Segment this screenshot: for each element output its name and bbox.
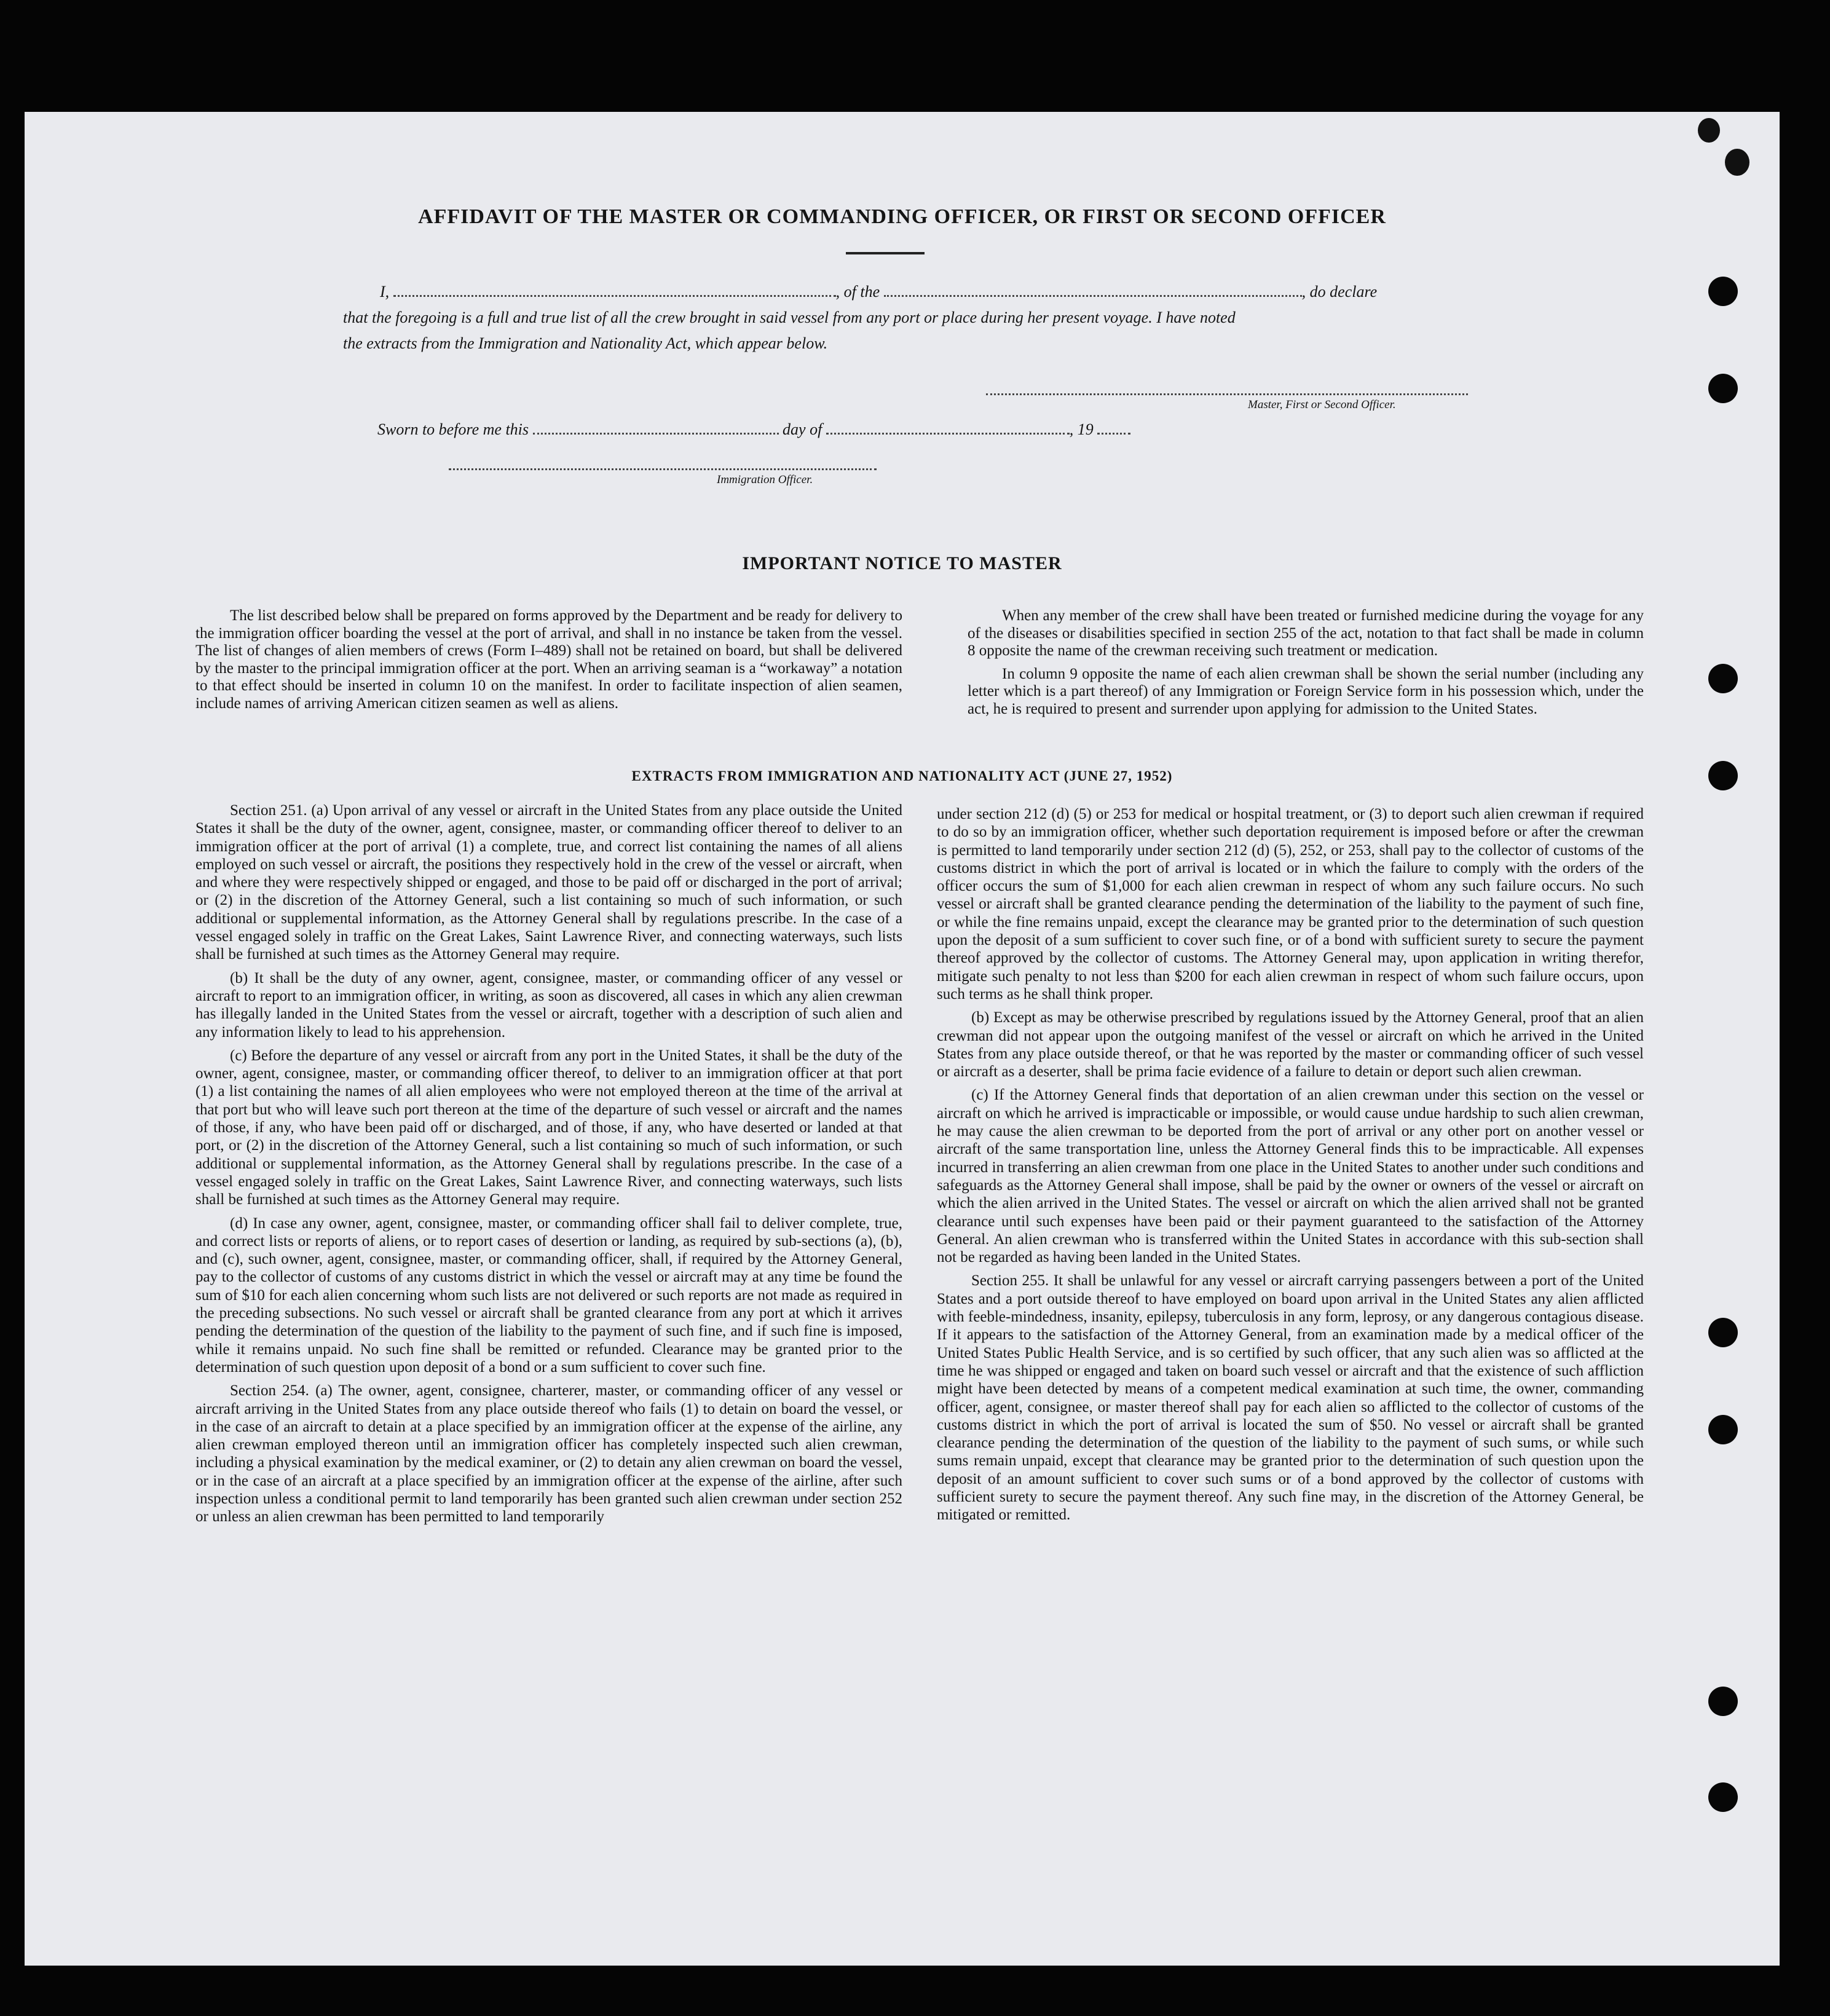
notice-right-paragraph-1: When any member of the crew shall have been treated or furnished medicine during the voyage for any of the diseases or disabilities specified in section 255 of the act, notation to that fact shall be made in column 8 opposite the name of the crewman receiving such treatment or medication.	[968, 607, 1644, 659]
section-251-b: (b) It shall be the duty of any owner, agent, consignee, master, or commanding officer of any vessel or aircraft to report to an immigration officer, in writing, as soon as discovered, all cases in which any alien crewman has illegally landed in the United States from the vessel or aircraft, together with a description of such alien and any information likely to lead to his apprehension.	[195, 969, 902, 1041]
sworn-month-blank[interactable]	[826, 427, 1070, 435]
section-255: Section 255. It shall be unlawful for any vessel or aircraft carrying passengers between a port of the United States and a port outside thereof to have employed on board upon arrival in the United States any alien afflicted with feeble-mindedness, insanity, epilepsy, tuberculosis in any form, leprosy, or any dangerous contagious disease. If it appears to the satisfaction of the Attorney General, from an examination made by a medical officer of the United States Public Health Service, and is so certified by such officer, that any such alien was so afflicted at the time he was shipped or engaged and taken on board such vessel or aircraft and that the existence of such affliction might have been detected by means of a competent medical examination at such time, the owner, commanding officer, agent, consignee, or master thereof shall pay for each alien so afflicted to the collector of customs of the customs district in which the port of arrival is located the sum of $50. No vessel or aircraft shall be granted clearance pending the determination of the question of the liability to the payment of such sums, or while such sums remain unpaid, except that clearance may be granted prior to the determination of such question upon the deposit of an amount sufficient to cover such sums or of a bond approved by the collector of customs with sufficient surety to secure the payment thereof. Any such fine may, in the discretion of the Attorney General, be mitigated or remitted.	[937, 1272, 1644, 1524]
sworn-year-blank[interactable]	[1097, 427, 1130, 435]
binder-hole	[1708, 1782, 1738, 1812]
section-251-a: Section 251. (a) Upon arrival of any vessel or aircraft in the United States from any place outside the United States it shall be the duty of the owner, agent, consignee, master, or commanding officer thereof to deliver to an immigration officer at the port of arrival (1) a complete, true, and correct list containing the names of all aliens employed on such vessel or aircraft, the positions they respectively hold in the crew of the vessel or aircraft, when and where they were respectively shipped or engaged, and those to be paid off or discharged in the port of arrival; or (2) in the discretion of the Attorney General, such a list containing so much of such information, or such additional or supplemental information, as the Attorney General shall by regulations prescribe. In the case of a vessel engaged solely in traffic on the Great Lakes, Saint Lawrence River, and connecting waterways, such lists shall be furnished at such times as the Attorney General may require.	[195, 802, 902, 963]
section-254-c: (c) If the Attorney General finds that deportation of an alien crewman under this section on the vessel or aircraft on which he arrived is impracticable or impossible, or would cause undue hardship to such alien crewman, he may cause the alien crewman to be deported from the port of arrival or any other port on another vessel or aircraft of the same transportation line, unless the Attorney General finds this to be impracticable. All expenses incurred in transferring an alien crewman from one place in the United States to another under such conditions and safeguards as the Attorney General shall impose, shall be paid by the owner or owners of the vessel or aircraft on which the alien arrived in the United States. The vessel or aircraft on which the alien arrived shall not be granted clearance until such expenses have been paid or their payment guaranteed to the satisfaction of the Attorney General. An alien crewman who is transferred within the United States in accordance with this sub-section shall not be regarded as having been landed in the United States.	[937, 1087, 1644, 1266]
extracts-left-column	[195, 801, 902, 1532]
master-signature-blank[interactable]	[986, 387, 1468, 395]
declarant-name-blank[interactable]	[393, 289, 836, 297]
binder-hole	[1708, 1687, 1738, 1716]
section-254-a: Section 254. (a) The owner, agent, consignee, charterer, master, or commanding officer of any vessel or aircraft arriving in the United States from any place outside thereof who fails (1) to detain on board the vessel, or in the case of an aircraft to detain at a place specified by an immigration officer at the expense of the airline, any alien crewman employed thereon until an immigration officer has completely inspected such alien crewman, including a physical examination by the medical examiner, or (2) to detain any alien crewman on board the vessel, or in the case of an aircraft at a place specified by an immigration officer at the expense of the airline, after such inspection unless a conditional permit to land temporarily has been granted such alien crewman under section 252 or unless an alien crewman has been permitted to land temporarily	[195, 1382, 902, 1526]
immigration-officer-caption: Immigration Officer.	[717, 473, 813, 486]
corner-smudge	[1698, 118, 1720, 143]
affidavit-statement-line-2: the extracts from the Immigration and Nationality Act, which appear below.	[343, 334, 828, 352]
notice-right-column	[968, 607, 1644, 723]
corner-smudge	[1725, 149, 1749, 176]
day-of-label: day of	[783, 420, 822, 438]
extracts-right-column	[937, 805, 1644, 1530]
binder-hole	[1708, 761, 1738, 790]
section-254-a-continued: under section 212 (d) (5) or 253 for medical or hospital treatment, or (3) to deport such alien crewman if required to do so by an immigration officer, whether such deportation requirement is imposed before or after the crewman is permitted to land temporarily under section 212 (d) (5), 252, or 253, shall pay to the collector of customs of the customs district in which the port of arrival is located or in which the failure to comply with the orders of the officer occurs the sum of $1,000 for each alien crewman in respect of whom any such failure occurs. No such vessel or aircraft shall be granted clearance pending the determination of the liability to the payment of such fine, or while the fine remains unpaid, except the clearance may be granted prior to the determination of such question upon the deposit of a sum sufficient to cover such fine, or of a bond with sufficient surety to secure the payment thereof approved by the collector of customs. The Attorney General may, upon application in writing therefor, mitigate such penalty to not less than $200 for each alien crewman in respect of whom such failure occurs, upon such terms as he shall think proper.	[937, 806, 1644, 1002]
section-254-b: (b) Except as may be otherwise prescribed by regulations issued by the Attorney General, proof that an alien crewman did not appear upon the outgoing manifest of the vessel or aircraft on which he arrived in the United States from any place outside thereof, or that he was reported by the master or commanding officer of such vessel or aircraft as a deserter, shall be prima facie evidence of a failure to detain or deport such alien crewman.	[937, 1009, 1644, 1081]
section-251-c: (c) Before the departure of any vessel or aircraft from any port in the United States, it shall be the duty of the owner, agent, consignee, master, or commanding officer thereof, to deliver to an immigration officer at that port (1) a list containing the names of all alien employees who were not employed thereon at the time of the arrival at that port but who will leave such port thereon at the time of the departure of such vessel or aircraft and the names of those, if any, who have been paid off or discharged, and of those, if any, who have deserted or landed at that port, or (2) in the discretion of the Attorney General, such a list containing so much of such information, or such additional or supplemental information, as the Attorney General shall by regulations prescribe. In the case of a vessel engaged solely in traffic on the Great Lakes, Saint Lawrence River, and connecting waterways, such lists shall be furnished at such times as the Attorney General may require.	[195, 1047, 902, 1208]
notice-left-paragraph: The list described below shall be prepared on forms approved by the Department and be ready for delivery to the immigration officer boarding the vessel at the port of arrival, and shall in no instance be taken from the vessel. The list of changes of alien members of crews (Form I–489) shall not be retained on board, but shall be delivered by the master to the principal immigration officer at the port. When an arriving seaman is a “workaway” a notation to that effect should be inserted in column 10 on the manifest. In order to facilitate inspection of alien seamen, include names of arriving American citizen seamen as well as aliens.	[195, 607, 902, 712]
form-page	[25, 112, 1780, 1966]
binder-hole	[1708, 374, 1738, 403]
do-declare-label: , do declare	[1301, 283, 1378, 301]
master-signature-caption: Master, First or Second Officer.	[1248, 398, 1396, 411]
notice-right-paragraph-2: In column 9 opposite the name of each alien crewman shall be shown the serial number (including any letter which is a part thereof) of any Immigration or Foreign Service form in his possession which, under the act, he is required to present and surrender upon applying for admission to the United States.	[968, 665, 1644, 717]
extracts-title: EXTRACTS FROM IMMIGRATION AND NATIONALITY ACT (JUNE 27, 1952)	[631, 768, 1173, 784]
year-label: , 19	[1069, 420, 1094, 438]
binder-hole	[1708, 1415, 1738, 1444]
sworn-line	[377, 420, 1130, 439]
binder-hole	[1708, 664, 1738, 693]
of-the-label: , of the	[835, 283, 880, 301]
declarant-prefix: I,	[380, 283, 390, 301]
sworn-date-blank[interactable]	[533, 427, 779, 435]
immigration-officer-signature-blank[interactable]	[449, 462, 877, 470]
affidavit-declaration-line	[380, 283, 1377, 301]
binder-hole	[1708, 277, 1738, 306]
notice-title: IMPORTANT NOTICE TO MASTER	[742, 553, 1062, 573]
vessel-name-blank[interactable]	[884, 289, 1302, 297]
binder-hole	[1708, 1318, 1738, 1347]
affidavit-statement-line-1: that the foregoing is a full and true list of all the crew brought in said vessel from any port or place during her present voyage. I have noted	[343, 309, 1236, 326]
affidavit-title: AFFIDAVIT OF THE MASTER OR COMMANDING OFFICER, OR FIRST OR SECOND OFFICER	[418, 205, 1386, 228]
section-251-d: (d) In case any owner, agent, consignee, master, or commanding officer shall fail to deliver complete, true, and correct lists or reports of aliens, or to report cases of desertion or landing, as required by sub-sections (a), (b), and (c), such owner, agent, consignee, master, or commanding officer, shall, if required by the Attorney General, pay to the collector of customs of any customs district in which the vessel or aircraft may at any time be found the sum of $10 for each alien concerning whom such lists are not delivered or such reports are not made as required in the preceding subsections. No such vessel or aircraft shall be granted clearance from any port at which it arrives pending the determination of the question of the liability to the payment of such fine, and if such fine is imposed, while it remains unpaid. No such fine shall be remitted or refunded. Clearance may be granted prior to the determination of such question upon deposit of a bond or a sum sufficient to cover such fine.	[195, 1215, 902, 1376]
title-underline	[846, 252, 925, 254]
sworn-label: Sworn to before me this	[377, 420, 529, 438]
notice-left-column	[195, 607, 902, 718]
